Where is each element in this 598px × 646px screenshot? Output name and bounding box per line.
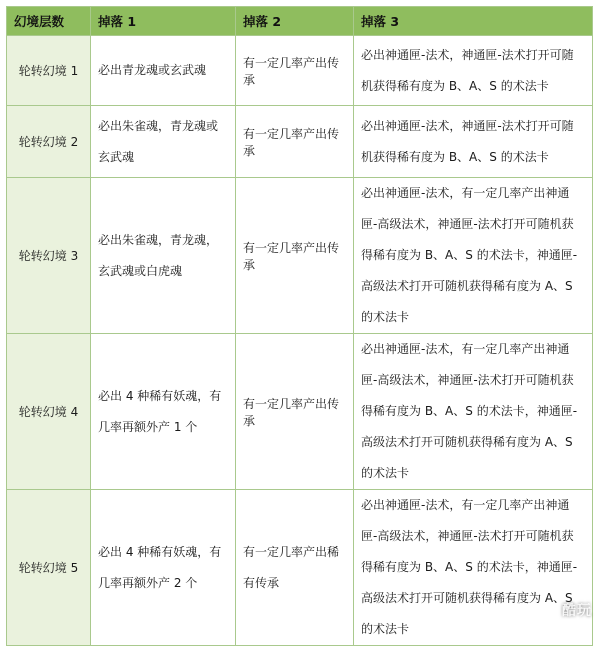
drop1-cell: 必出青龙魂或玄武魂 bbox=[91, 36, 236, 106]
drop2-cell: 有一定几率产出稀有传承 bbox=[236, 490, 354, 646]
drop3-cell: 必出神通匣-法术，神通匣-法术打开可随机获得稀有度为 B、A、S 的术法卡 bbox=[354, 36, 593, 106]
level-cell: 轮转幻境 4 bbox=[7, 334, 91, 490]
table-row bbox=[7, 334, 593, 490]
drop1-cell: 必出 4 种稀有妖魂，有几率再额外产 2 个 bbox=[91, 490, 236, 646]
drop2-cell: 有一定几率产出传承 bbox=[236, 36, 354, 106]
watermark-logo: 酷玩 bbox=[562, 603, 592, 619]
drop1-cell: 必出 4 种稀有妖魂，有几率再额外产 1 个 bbox=[91, 334, 236, 490]
table-row bbox=[7, 178, 593, 334]
drop-table bbox=[6, 6, 593, 646]
header-level: 幻境层数 bbox=[7, 7, 91, 36]
level-cell: 轮转幻境 3 bbox=[7, 178, 91, 334]
drop2-cell: 有一定几率产出传承 bbox=[236, 334, 354, 490]
drop1-cell: 必出朱雀魂，青龙魂或玄武魂 bbox=[91, 106, 236, 178]
drop3-cell: 必出神通匣-法术，有一定几率产出神通匣-高级法术，神通匣-法术打开可随机获得稀有度为 B、A、S 的术法卡，神通匣-高级法术打开可随机获得稀有度为 A、S 的术法卡 bbox=[354, 178, 593, 334]
drop3-cell: 必出神通匣-法术，神通匣-法术打开可随机获得稀有度为 B、A、S 的术法卡 bbox=[354, 106, 593, 178]
drop1-cell: 必出朱雀魂，青龙魂，玄武魂或白虎魂 bbox=[91, 178, 236, 334]
header-drop-3: 掉落 3 bbox=[354, 7, 593, 36]
table-row bbox=[7, 490, 593, 646]
table-row bbox=[7, 36, 593, 106]
drop3-cell: 必出神通匣-法术，有一定几率产出神通匣-高级法术，神通匣-法术打开可随机获得稀有度为 B、A、S 的术法卡，神通匣-高级法术打开可随机获得稀有度为 A、S 的术法卡 bbox=[354, 490, 593, 646]
drop2-cell: 有一定几率产出传承 bbox=[236, 178, 354, 334]
level-cell: 轮转幻境 1 bbox=[7, 36, 91, 106]
table-header-row bbox=[7, 7, 593, 36]
header-drop-1: 掉落 1 bbox=[91, 7, 236, 36]
header-drop-2: 掉落 2 bbox=[236, 7, 354, 36]
drop3-cell: 必出神通匣-法术，有一定几率产出神通匣-高级法术，神通匣-法术打开可随机获得稀有度为 B、A、S 的术法卡，神通匣-高级法术打开可随机获得稀有度为 A、S 的术法卡 bbox=[354, 334, 593, 490]
drop2-cell: 有一定几率产出传承 bbox=[236, 106, 354, 178]
level-cell: 轮转幻境 2 bbox=[7, 106, 91, 178]
table-row bbox=[7, 106, 593, 178]
level-cell: 轮转幻境 5 bbox=[7, 490, 91, 646]
